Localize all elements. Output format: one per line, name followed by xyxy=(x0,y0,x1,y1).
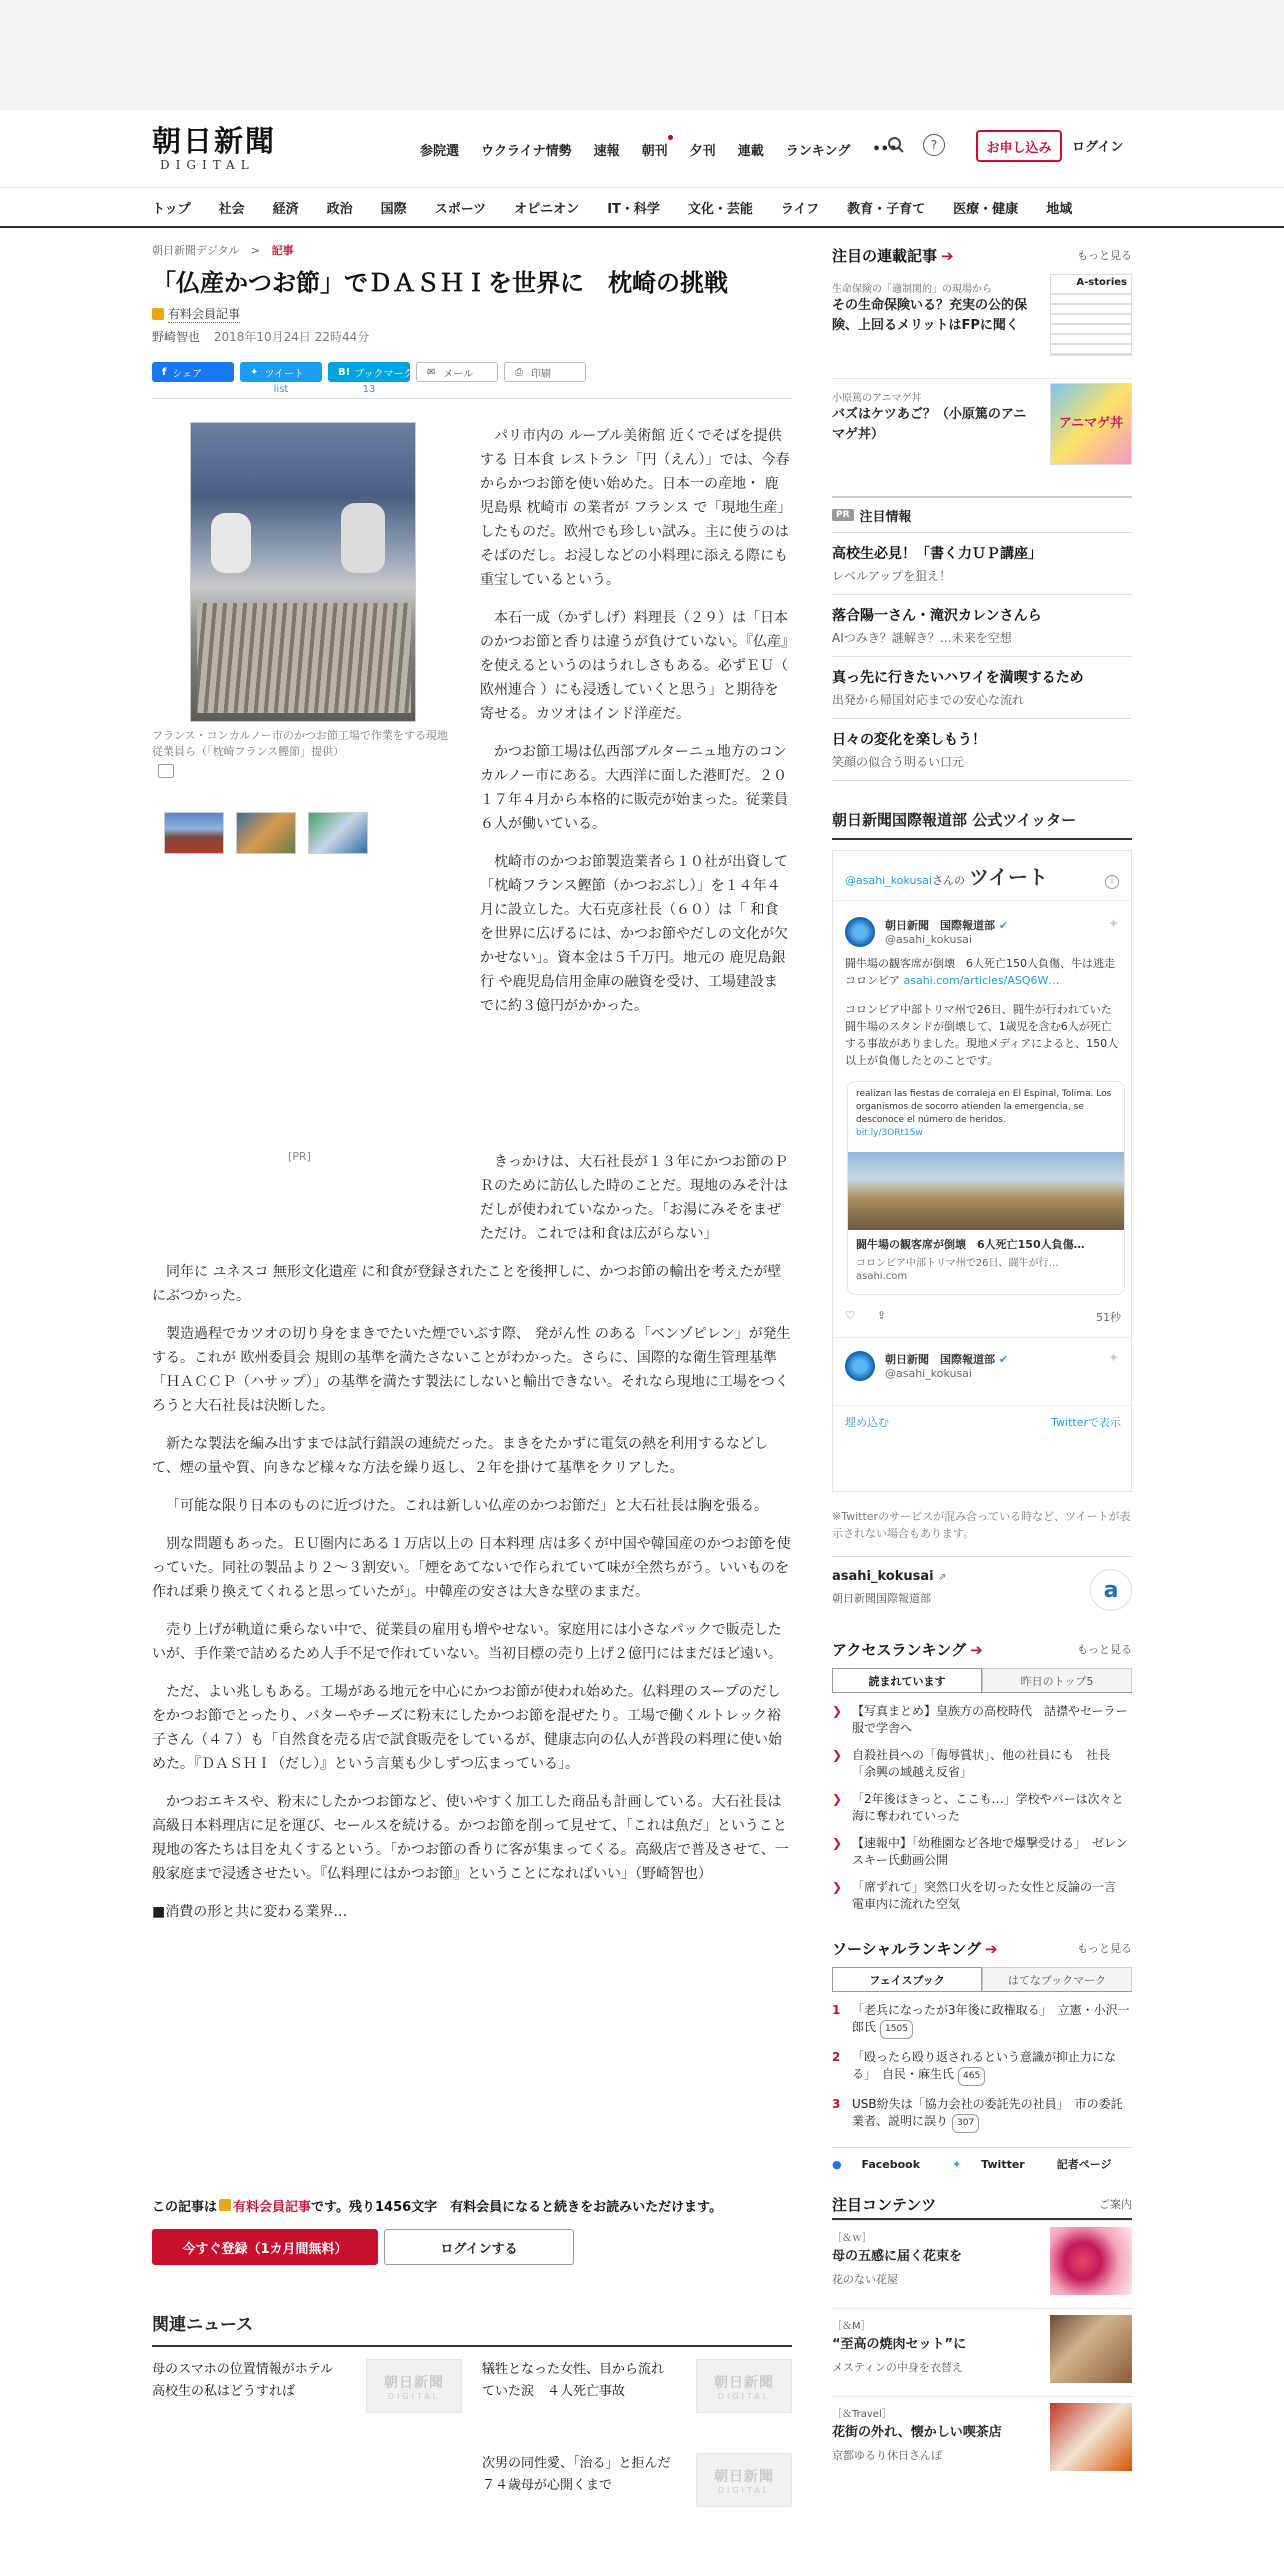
category-item[interactable]: 社会 xyxy=(218,201,245,217)
rank-marker-icon: ❯ xyxy=(832,1704,843,1718)
series-label: 小原篤のアニマゲ丼 xyxy=(832,393,922,404)
share-count-badge: 1505 xyxy=(880,2020,913,2039)
content-item[interactable] xyxy=(832,2308,1132,2396)
category-nav xyxy=(0,188,1284,228)
placeholder-logo-jp: 朝日新聞 xyxy=(714,2374,774,2391)
external-link-icon: ⇗ xyxy=(938,1572,947,1583)
kokusai-logo: a xyxy=(1090,1569,1132,1611)
paragraph: 同年に ユネスコ 無形文化遺産 に和食が登録されたことを後押しに、かつお節の輸出を考えたが壁にぶつかった。 xyxy=(152,1264,782,1304)
access-ranking-title: アクセスランキング xyxy=(832,1640,967,1659)
tweet-label: ツイート xyxy=(264,368,304,380)
top-ad-banner xyxy=(0,0,1284,110)
ranking-item[interactable] xyxy=(832,1787,1132,1831)
arrow-right-icon[interactable]: ➔ xyxy=(970,1640,983,1659)
apply-button[interactable]: お申し込み xyxy=(976,130,1062,162)
pr-label: [PR] xyxy=(288,1150,311,1163)
login-link[interactable]: ログイン xyxy=(1072,140,1124,155)
tweet-handle: @asahi_kokusai xyxy=(885,933,972,946)
paragraph: パリ市内の ルーブル美術館 近くでそばを提供する 日本食 レストラン「円（えん）」では、今春からかつお節を使い始めた。日本一の産地・ 鹿児島県 枕崎市 の業者が フランス で「現地生産」したものだ。欧州でも珍しい試み。主に使うのはそばのだし。お浸しなどの小料理に添える際にも重宝しているという。 xyxy=(480,428,790,588)
tweet-text xyxy=(845,955,1126,989)
placeholder-logo-en: DIGITAL xyxy=(387,2391,441,2401)
content-item[interactable] xyxy=(832,2396,1132,2484)
verified-icon: ✔ xyxy=(998,1353,1009,1366)
paragraph: 「可能な限り日本のものに近づけた。これは新しい仏産のかつお節だ」と大石社長は胸を張る。 xyxy=(166,1498,768,1514)
paragraph: 売り上げが軌道に乗らない中で、従業員の雇用も増やせない。家庭用には小さなパックで販売したいが、手作業で詰めるため人手不足で作れていない。当初目標の売り上げ２億円にはまだほど遠い。 xyxy=(152,1622,782,1662)
timeline-tweets-label: ツイート xyxy=(968,865,1048,889)
tweet-divider xyxy=(833,1337,1133,1338)
ranking-item-title: 自殺社員への「侮辱賞状」、他の社員にも 社長「余興の域越え反省」 xyxy=(852,1748,1111,1779)
category-item[interactable]: 経済 xyxy=(272,201,299,217)
teaser: ■消費の形と共に変わる業界… xyxy=(152,1904,348,1920)
placeholder-logo xyxy=(696,2359,792,2413)
rank-marker-icon: ❯ xyxy=(832,1880,843,1894)
bookmark-count: 13 xyxy=(362,384,376,395)
more-link[interactable]: もっと見る xyxy=(1077,1643,1132,1656)
bird-icon: ✦ xyxy=(250,366,259,378)
category-item[interactable]: スポーツ xyxy=(434,201,487,217)
nav-item-label: 朝刊 xyxy=(641,143,668,159)
notice-item[interactable] xyxy=(832,657,1132,719)
info-icon[interactable]: i xyxy=(1105,875,1119,889)
paragraph: 本石一成（かずしげ）料理長（２９）は「日本のかつお節と香りは違うが負けていない。『仏産』を使えるというのはうれしさもある。必ずＥＵ（ 欧州連合 ）にも浸透していくと思う」と期待を寄せる。カツオはインド洋産だ。 xyxy=(480,610,788,722)
more-link[interactable]: もっと見る xyxy=(1077,1942,1132,1955)
card-desc: コロンビア中部トリマ州で26日、闘牛が行… xyxy=(856,1258,1059,1269)
reporter-page-link[interactable]: 記者ページ xyxy=(1056,2158,1112,2171)
twitter-link[interactable] xyxy=(952,2158,1041,2171)
contents-title: 注目コンテンツ xyxy=(832,2195,937,2214)
divider xyxy=(152,398,792,399)
ranking-item-title: 「老兵になったが3年後に政権取る」 立憲・小沢一郎氏 xyxy=(852,2003,1130,2034)
paywall xyxy=(152,2196,792,2265)
social-ranking-header xyxy=(832,1933,1132,1963)
content-title: 母の五感に届く花束を xyxy=(832,2249,963,2264)
content-tag: ［＆ｗ］ xyxy=(832,2233,872,2244)
content-title: 花街の外れ、懐かしい喫茶店 xyxy=(832,2425,1002,2440)
tweet-actions xyxy=(845,1309,1121,1325)
category-item[interactable]: 政治 xyxy=(326,201,353,217)
category-item[interactable]: オピニオン xyxy=(514,201,580,217)
notice-item-title: 高校生必見！「書く力ＵＰ講座」 xyxy=(832,546,1042,562)
social-ranking-list xyxy=(832,1998,1132,2139)
rank-marker-icon: ❯ xyxy=(832,1748,843,1762)
breadcrumb xyxy=(152,242,294,258)
lock-icon xyxy=(219,2199,231,2211)
thumbnail[interactable] xyxy=(236,812,296,854)
twitter-section-title: 朝日新聞国際報道部 公式ツイッター xyxy=(832,801,1132,840)
tab-facebook[interactable]: フェイスブック xyxy=(832,1967,982,1991)
hatena-icon: B! xyxy=(338,366,351,378)
rank-marker-icon: ❯ xyxy=(832,1792,843,1806)
placeholder-logo-jp: 朝日新聞 xyxy=(384,2374,444,2391)
series-item-title: その生命保険いる？充実の公的保険、上回るメリットはFPに聞く xyxy=(832,298,1028,333)
notice-item-sub: 出発から帰国対応までの安心な流れ xyxy=(832,693,1025,707)
tweet-body: 闘牛場の観客席が倒壊 6人死亡150人負傷、牛は逃走 コロンビア xyxy=(845,957,1126,987)
tweet-time[interactable]: 51秒 xyxy=(1096,1311,1121,1324)
ranking-item-title: 「殴ったら殴り返されるという意識が抑止力になる」 自民・麻生氏 xyxy=(852,2050,1117,2081)
social-tabs xyxy=(832,1967,1132,1992)
series-thumbnail-text: A-stories xyxy=(1051,275,1131,290)
share-count-badge: 465 xyxy=(958,2067,985,2086)
share-icon[interactable]: ⇪ xyxy=(876,1309,887,1322)
access-ranking-list xyxy=(832,1699,1132,1919)
bookmark-label: ブックマーク xyxy=(354,368,414,380)
facebook-link[interactable] xyxy=(832,2158,936,2171)
related-item-title: 次男の同性愛、「治る」と拒んだ ７４歳母が心開くまで xyxy=(482,2456,684,2493)
paragraph: ただ、よい兆しもある。工場がある地元を中心にかつお節が使われ始めた。仏料理のスープのだしをかつお節でとったり、バターやチーズに粉末にしたかつお節を混ぜたり。工場で働くルトレック裕子さん（４７）も「自然食を売る店で試食販売をしているが、健康志向の仏人が普段の料理に使い始めた。『ＤＡＳＨＩ（だし）』という言葉も少しずつ広まっている」。 xyxy=(152,1684,782,1772)
facebook-share-button[interactable] xyxy=(152,362,234,382)
paywall-post: です。残り1456文字 有料会員になると続きをお読みいただけます。 xyxy=(311,2200,723,2215)
article-body-lower xyxy=(152,1150,792,1938)
header-icons xyxy=(885,134,961,156)
category-item[interactable]: 教育・子育て xyxy=(847,201,926,217)
guide-link[interactable]: ご案内 xyxy=(1099,2198,1132,2211)
notice-header xyxy=(832,496,1132,532)
logo-en: DIGITAL xyxy=(160,158,255,172)
notice-title: 注目情報 xyxy=(859,509,912,525)
notice-item-sub: 笑顔の似合う明るい口元 xyxy=(832,755,965,769)
social-ranking-title: ソーシャルランキング xyxy=(832,1939,981,1958)
ranking-item-title: 「席ずれて」突然口火を切った女性と反論の一言 電車内に流れた空気 xyxy=(852,1880,1129,1911)
tweet-author-name: 朝日新聞 国際報道部 xyxy=(885,919,995,932)
timeline-account[interactable]: @asahi_kokusai xyxy=(845,874,932,887)
series-thumbnail-text: アニマゲ丼 xyxy=(1058,416,1124,431)
nav-item[interactable]: 連載 xyxy=(737,143,764,159)
asahi-logo[interactable] xyxy=(152,124,282,172)
print-label: 印刷 xyxy=(531,368,551,380)
related-item[interactable] xyxy=(482,2453,792,2509)
tweet-list-link[interactable]: list xyxy=(273,384,289,395)
series-item[interactable] xyxy=(832,270,1132,378)
tweet-author[interactable] xyxy=(885,1351,1008,1367)
paragraph: きっかけは、大石社長が１３年にかつお節のＰＲのために訪仏した時のことだ。現地のみそ汁はだしが使われていなかった。「お湯にみそをまぜただけ。これでは和食は広がらない」 xyxy=(480,1154,788,1242)
embed-link[interactable]: 埋め込む xyxy=(845,1416,889,1429)
card-spanish-text: realizan las fiestas de corraleja en El Espinal, Tolima. Los organismos de socorro atienden la emergencia, se desconoce el número de heridos. xyxy=(856,1089,1112,1125)
placeholder-logo xyxy=(366,2359,462,2413)
category-item[interactable]: 地域 xyxy=(1046,201,1073,217)
notice-item[interactable] xyxy=(832,595,1132,657)
notice-section xyxy=(832,496,1132,781)
timeline-header xyxy=(833,851,1131,901)
paragraph: 枕崎市のかつお節製造業者ら１０社が出資して「枕崎フランス鰹節（かつおぶし）」を１４年４月に設立した。大石克彦社長（６０）は「 和食 を世界に広げるには、かつお節やだしの文化が欠かせない」。資本金は５千万円。地元の 鹿児島銀行 や鹿児島信用金庫の融資を受け、工場建設までに約３億円がかかった。 xyxy=(480,854,788,1014)
paywall-message xyxy=(152,2196,792,2215)
twitter-bird-icon: ✦ xyxy=(1108,1351,1119,1366)
avatar[interactable] xyxy=(845,1351,875,1381)
related-item[interactable] xyxy=(482,2359,792,2415)
placeholder-logo-jp: 朝日新聞 xyxy=(714,2468,774,2485)
content-thumbnail xyxy=(1050,2315,1132,2383)
nav-item[interactable]: ウクライナ情勢 xyxy=(481,143,572,159)
series-item-title: バズはケツあご？（小原篤のアニマゲ丼） xyxy=(832,407,1027,442)
byline xyxy=(152,328,369,345)
contents-header xyxy=(832,2190,1132,2220)
category-item[interactable]: IT・科学 xyxy=(607,201,660,217)
ranking-item[interactable] xyxy=(832,2092,1132,2139)
series-header xyxy=(832,240,1132,270)
related-title: 関連ニュース xyxy=(152,2310,792,2347)
verified-icon: ✔ xyxy=(998,919,1009,932)
card-domain: asahi.com xyxy=(856,1271,908,1282)
printer-icon: ⎙ xyxy=(515,366,523,378)
more-link[interactable]: もっと見る xyxy=(1077,249,1132,262)
sidebar xyxy=(832,240,1132,2484)
ranking-item[interactable] xyxy=(832,2045,1132,2092)
rank-number: 3 xyxy=(832,2097,841,2111)
view-on-twitter-link[interactable]: Twitterで表示 xyxy=(1051,1416,1121,1429)
ranking-item[interactable] xyxy=(832,1875,1132,1919)
notice-item-title: 真っ先に行きたいハワイを満喫するため xyxy=(832,670,1084,686)
tweet-card[interactable] xyxy=(847,1081,1125,1295)
tweet-button[interactable] xyxy=(240,362,322,395)
content-tag: ［＆M］ xyxy=(832,2321,871,2332)
logo-jp: 朝日新聞 xyxy=(152,124,277,158)
access-tabs xyxy=(832,1668,1132,1693)
article-title: 「仏産かつお節」でＤＡＳＨＩを世界に 枕崎の挑戦 xyxy=(152,269,728,297)
search-icon[interactable] xyxy=(885,134,907,156)
more-menu-icon[interactable]: ••• xyxy=(872,141,898,157)
tab-most-read[interactable]: 読まれています xyxy=(832,1668,982,1692)
subscribe-button[interactable]: 今すぐ登録（1カ月間無料） xyxy=(152,2229,378,2265)
nav-item[interactable]: ランキング xyxy=(785,143,851,159)
content-sub: 京都ゆるり休日さんぽ xyxy=(832,2449,942,2462)
notice-item-sub: レベルアップを狙え！ xyxy=(832,569,952,583)
access-ranking-header xyxy=(832,1634,1132,1664)
twitter-account[interactable] xyxy=(832,1556,1132,1620)
share-bar xyxy=(152,362,592,395)
mail-icon: ✉ xyxy=(427,366,436,378)
content-item[interactable] xyxy=(832,2220,1132,2308)
rank-marker-icon: ❯ xyxy=(832,1836,843,1850)
tweet-link[interactable]: asahi.com/articles/ASQ6W… xyxy=(903,974,1060,987)
share-label: シェア xyxy=(172,368,203,380)
paragraph: 別な問題もあった。ＥＵ圏内にある１万店以上の 日本料理 店は多くが中国や韓国産のかつお節を使っていた。同社の製品より２～３割安い。「煙をあてないで作られていて味が全然ちがう。いいものを作れば乗り換えてくれると思っていたが」。中韓産の安さは大きな壁のままだ。 xyxy=(152,1536,791,1600)
series-thumbnail xyxy=(1050,274,1132,356)
account-name: asahi_kokusai xyxy=(832,1569,934,1584)
photo-thumbnails xyxy=(164,812,380,854)
card-body xyxy=(848,1230,1124,1288)
twitter-note: ※Twitterのサービスが混み合っている時など、ツイートが表示されない場合もあります。 xyxy=(832,1510,1131,1540)
rank-number: 1 xyxy=(832,2003,841,2017)
paywall-pre: この記事は xyxy=(152,2200,218,2215)
mail-label: メール xyxy=(443,368,474,380)
series-thumbnail xyxy=(1050,383,1132,465)
card-shortlink[interactable]: bit.ly/3ORt15w xyxy=(856,1128,923,1138)
tweet-author-name: 朝日新聞 国際報道部 xyxy=(885,1353,995,1366)
facebook-link-label: Facebook xyxy=(861,2157,921,2171)
login-button[interactable]: ログインする xyxy=(384,2229,574,2265)
share-count-badge: 307 xyxy=(952,2114,979,2133)
facebook-icon: f xyxy=(162,366,167,378)
ranking-item[interactable] xyxy=(832,1743,1132,1787)
related-item[interactable] xyxy=(152,2359,462,2415)
mail-button[interactable] xyxy=(416,362,498,382)
paragraph: かつおエキスや、粉末にしたかつお節など、使いやすく加工した商品も計画している。大石社長は高級日本料理店に足を運び、セールスを続ける。かつお節を削って見せて、「これは魚だ」ということ現地の客たちは目を丸くするという。「かつお節の香りに客が集まってくる。高級店で普及させて、一般家庭まで浸透させたい。『仏料理にはかつお節』ということになればいい」（野崎智也） xyxy=(152,1794,789,1882)
content-thumbnail xyxy=(1050,2227,1132,2295)
rank-number: 2 xyxy=(832,2050,841,2064)
content-sub: メスティンの中身を衣替え xyxy=(832,2361,963,2374)
notice-item[interactable] xyxy=(832,532,1132,595)
tweet-text-2: コロンビア中部トリマ州で26日、闘牛が行われていた闘牛場のスタンドが倒壊して、1歳児を含む6人が死亡する事故がありました。現地メディアによると、150人以上が負傷したとのことです。 xyxy=(845,1003,1119,1067)
nav-item[interactable]: 速報 xyxy=(593,143,620,159)
article-body-upper xyxy=(480,424,790,1032)
category-item[interactable]: ライフ xyxy=(780,201,820,217)
thumbnail[interactable] xyxy=(308,812,368,854)
account-desc: 朝日新聞国際報道部 xyxy=(832,1592,931,1605)
placeholder-logo-en: DIGITAL xyxy=(717,2391,771,2401)
social-links xyxy=(832,2147,1132,2172)
member-badge xyxy=(152,305,240,323)
content-tag: ［＆Travel］ xyxy=(832,2409,892,2420)
twitter-bird-icon: ✦ xyxy=(1108,917,1119,932)
photo-fish-rack xyxy=(197,603,411,713)
photo-caption: フランス・コンカルノー市のかつお節工場で作業をする現地従業員ら（「枕崎フランス鰹節」提供） xyxy=(152,729,448,758)
top-nav xyxy=(420,136,919,162)
ranking-item-title: 【写真まとめ】皇族方の高校時代 詰襟やセーラー服で学舎へ xyxy=(852,1704,1128,1735)
pr-tag: PR xyxy=(832,509,854,521)
ranking-item-title: 【速報中】「幼稚園など各地で爆撃受ける」 ゼレンスキー氏動画公開 xyxy=(852,1836,1128,1867)
heart-icon[interactable]: ♡ xyxy=(845,1309,855,1322)
article-photo[interactable] xyxy=(190,422,416,722)
ranking-item[interactable] xyxy=(832,1998,1132,2045)
ranking-item[interactable] xyxy=(832,1699,1132,1743)
notice-item-title: 落合陽一さん・滝沢カレンさんら xyxy=(832,608,1042,624)
notice-item-title: 日々の変化を楽しもう！ xyxy=(832,732,986,748)
series-label: 生命保険の「適制関的」の現場から xyxy=(832,284,992,295)
placeholder-logo-en: DIGITAL xyxy=(717,2485,771,2495)
paragraph: かつお節工場は仏西部ブルターニュ地方のコンカルノー市にある。大西洋に面した港町だ。２０１７年４月から本格的に販売が始まった。従業員６人が働いている。 xyxy=(480,744,788,832)
breadcrumb-separator: > xyxy=(250,244,261,257)
new-dot-icon xyxy=(668,135,673,140)
category-item[interactable]: 国際 xyxy=(380,201,407,217)
paragraph: 製造過程でカツオの切り身をまきでたいた煙でいぶす際、 発がん性 のある「ベンゾピレン」が発生する。これが 欧州委員会 規則の基準を満たさないことがわかった。さらに、国際的な衛生管理基準「ＨＡＣＣＰ（ハサップ）」の基準を満たす製法にしないと輸出できない。それなら現地に工場をつくろうと大石社長は決断した。 xyxy=(152,1326,791,1414)
placeholder-logo xyxy=(696,2453,792,2507)
gallery-icon[interactable] xyxy=(158,764,174,778)
member-label[interactable]: 有料会員記事 xyxy=(168,307,241,321)
content-sub: 花のない花屋 xyxy=(832,2273,898,2286)
card-image xyxy=(848,1152,1124,1230)
twitter-timeline xyxy=(832,850,1132,1492)
content-thumbnail xyxy=(1050,2403,1132,2471)
arrow-right-icon[interactable]: ➔ xyxy=(984,1939,998,1958)
photo-figure xyxy=(211,513,251,573)
avatar[interactable] xyxy=(845,917,875,947)
print-button[interactable] xyxy=(504,362,586,382)
paywall-member-link[interactable]: 有料会員記事 xyxy=(233,2200,312,2215)
notice-item[interactable] xyxy=(832,719,1132,781)
photo-figure xyxy=(341,503,385,573)
lock-icon xyxy=(152,308,164,320)
timeline-footer xyxy=(833,1405,1133,1430)
arrow-right-icon[interactable]: ➔ xyxy=(941,246,954,265)
ranking-item-title: 「2年後はきっと、ここも…」学校やバーは次々と海に奪われていった xyxy=(852,1792,1124,1823)
ranking-item[interactable] xyxy=(832,1831,1132,1875)
help-icon[interactable]: ? xyxy=(923,134,945,156)
card-top-text xyxy=(848,1082,1124,1152)
twitter-link-label: Twitter xyxy=(981,2157,1025,2171)
related-item-title: 犠牲となった女性、目から流れていた涙 ４人死亡事故 xyxy=(482,2362,665,2399)
category-item[interactable]: 医療・健康 xyxy=(953,201,1019,217)
timeline-san: さんの xyxy=(931,874,965,887)
card-title: 闘牛場の観客席が倒壊 6人死亡150人負傷… xyxy=(856,1238,1085,1251)
notice-item-sub: AIつみき？謎解き？…未来を空想 xyxy=(832,631,1012,645)
tweet-handle: @asahi_kokusai xyxy=(885,1367,972,1380)
breadcrumb-home[interactable]: 朝日新聞デジタル xyxy=(152,244,240,257)
related-news xyxy=(152,2310,792,2568)
nav-item-morning[interactable] xyxy=(642,140,668,159)
hatena-bookmark-button[interactable] xyxy=(328,362,414,395)
breadcrumb-current[interactable]: 記事 xyxy=(271,244,294,257)
category-item[interactable]: 文化・芸能 xyxy=(687,201,753,217)
ranking-item-title: USB紛失は「協力会社の委託先の社員」 市の委託業者、説明に誤り xyxy=(852,2097,1123,2128)
tab-hatena[interactable]: はてなブックマーク xyxy=(982,1967,1132,1991)
content-title: “至高の焼肉セット”に xyxy=(832,2337,967,2352)
thumbnail[interactable] xyxy=(164,812,224,854)
publish-date: 2018年10月24日 22時44分 xyxy=(213,330,370,344)
series-title: 注目の連載記事 xyxy=(832,246,938,265)
related-item-title: 母のスマホの位置情報がホテル 高校生の私はどうすれば xyxy=(152,2362,347,2399)
category-item[interactable]: トップ xyxy=(152,201,191,217)
tab-yesterday-top5[interactable]: 昨日のトップ5 xyxy=(982,1668,1132,1692)
nav-item[interactable]: 夕刊 xyxy=(689,143,716,159)
facebook-icon: ● xyxy=(832,2157,842,2171)
nav-item[interactable]: 参院選 xyxy=(420,143,460,159)
bird-icon: ✦ xyxy=(952,2157,962,2171)
tweet-author[interactable] xyxy=(885,917,1008,933)
paragraph: 新たな製法を編み出すまでは試行錯誤の連続だった。まきをたかずに電気の熱を利用するなどして、煙の量や質、向きなど様々な方法を繰り返し、２年を掛けて基準をクリアした。 xyxy=(152,1436,768,1476)
author-name[interactable]: 野崎智也 xyxy=(152,330,201,344)
site-header xyxy=(0,110,1284,188)
series-item[interactable] xyxy=(832,378,1132,486)
